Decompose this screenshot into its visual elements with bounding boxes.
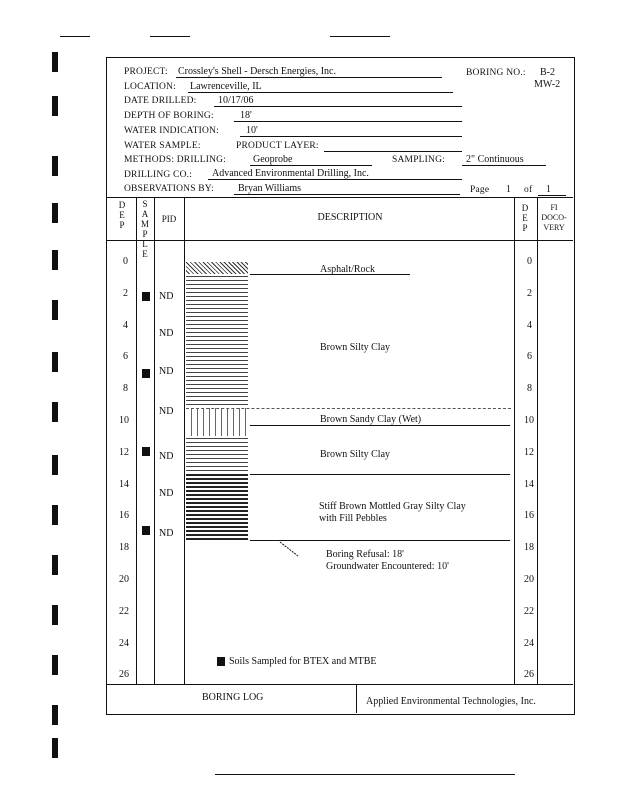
table-header-border <box>106 240 573 241</box>
depth-value: 18' <box>240 110 252 121</box>
depth-mark: 2 <box>123 287 128 299</box>
depth-mark: 18 <box>524 542 534 554</box>
depth-mark: 2 <box>527 287 532 299</box>
depth-mark: 4 <box>123 319 128 331</box>
depth-mark: 12 <box>524 446 534 458</box>
of-label: of <box>524 185 533 195</box>
depth-mark: 18 <box>119 542 129 554</box>
refusal-note: Boring Refusal: 18' <box>326 549 404 560</box>
binder-mark <box>52 96 58 116</box>
layer-description: Asphalt/Rock <box>320 264 375 275</box>
depth-mark: 20 <box>119 574 129 585</box>
depth-label: DEPTH OF BORING: <box>124 111 214 121</box>
field-underline <box>240 136 462 137</box>
date-label: DATE DRILLED: <box>124 96 197 106</box>
groundwater-note: Groundwater Encountered: 10' <box>326 561 449 572</box>
sampling-value: 2" Continuous <box>466 154 524 165</box>
depth-mark: 12 <box>119 446 129 458</box>
binder-mark <box>52 738 58 758</box>
refusal-pointer-icon <box>278 540 302 560</box>
pid-reading: ND <box>159 328 174 339</box>
table-top-border <box>106 197 573 198</box>
project-value: Crossley's Shell - Dersch Energies, Inc. <box>178 66 336 77</box>
depth-mark: 6 <box>527 351 532 363</box>
water-label: WATER INDICATION: <box>124 126 219 136</box>
binder-mark <box>52 203 58 223</box>
pid-reading: ND <box>159 488 174 499</box>
depth-mark: 22 <box>119 605 129 617</box>
boring-no-label: BORING NO.: <box>466 68 526 78</box>
observations-value: Bryan Williams <box>238 183 302 194</box>
depth-mark: 24 <box>119 637 129 649</box>
field-underline <box>250 165 372 166</box>
page-value: 1 <box>506 184 511 195</box>
depth-mark: 14 <box>119 478 129 490</box>
depth-mark: 8 <box>123 383 128 395</box>
page-label: Page <box>470 185 490 195</box>
layer-description: Brown Silty Clay <box>320 449 391 460</box>
layer-description: Stiff Brown Mottled Gray Silty Clay <box>319 501 466 512</box>
depth-mark: 0 <box>123 256 128 267</box>
sample-marker <box>142 447 150 456</box>
depth-mark: 0 <box>527 256 532 267</box>
sample-marker <box>142 526 150 535</box>
project-label: PROJECT: <box>124 67 168 77</box>
water-level-line <box>186 408 511 409</box>
pid-column-header: PID <box>161 214 177 224</box>
field-underline <box>324 151 462 152</box>
description-column-header: DESCRIPTION <box>317 212 383 223</box>
pid-reading: ND <box>159 291 174 302</box>
legend-text: Soils Sampled for BTEX and MTBE <box>229 656 377 667</box>
field-underline <box>538 195 566 196</box>
scan-dash <box>330 36 390 37</box>
product-layer-label: PRODUCT LAYER: <box>236 141 319 151</box>
layer-description: Brown Sandy Clay (Wet) <box>320 414 422 425</box>
scan-dash <box>60 36 90 37</box>
pid-reading: ND <box>159 528 174 539</box>
column-divider <box>154 197 155 684</box>
depth-mark: 10 <box>119 415 129 426</box>
lithology-asphalt <box>186 262 248 274</box>
field-underline <box>188 92 453 93</box>
footer-divider <box>356 684 357 713</box>
table-bottom-border <box>106 684 573 685</box>
lithology-silty-clay <box>186 436 248 474</box>
binder-mark <box>52 52 58 72</box>
binder-mark <box>52 300 58 320</box>
field-underline <box>176 77 442 78</box>
location-value: Lawrenceville, IL <box>190 81 262 92</box>
field-underline <box>214 106 462 107</box>
water-value: 10' <box>246 125 258 136</box>
field-underline <box>234 194 460 195</box>
depth-mark: 26 <box>119 669 129 681</box>
binder-mark <box>52 505 58 525</box>
sample-column-header: S A M P L E <box>140 199 149 259</box>
sample-marker <box>142 292 150 301</box>
depth-column-header: D E P <box>118 200 126 230</box>
lithology-sandy-clay <box>186 408 248 436</box>
field-underline <box>462 165 546 166</box>
depth-mark: 4 <box>527 319 532 331</box>
field-underline <box>234 121 462 122</box>
sampling-label: SAMPLING: <box>392 155 446 165</box>
column-divider <box>184 197 185 684</box>
binder-mark <box>52 605 58 625</box>
pid-reading: ND <box>159 366 174 377</box>
footer-company: Applied Environmental Technologies, Inc. <box>366 696 536 707</box>
binder-mark <box>52 705 58 725</box>
sample-marker <box>142 369 150 378</box>
of-value: 1 <box>546 184 551 195</box>
pid-reading: ND <box>159 451 174 462</box>
layer-description: Brown Silty Clay <box>320 342 391 353</box>
completion-column-header: FI DOCO- VERY <box>541 203 567 232</box>
binder-mark <box>52 402 58 422</box>
observations-label: OBSERVATIONS BY: <box>124 184 214 194</box>
boring-no-value: B-2 <box>540 67 555 78</box>
methods-label: METHODS: DRILLING: <box>124 155 227 165</box>
layer-boundary <box>250 425 510 426</box>
field-underline <box>208 179 462 180</box>
drilling-co-label: DRILLING CO.: <box>124 170 193 180</box>
depth-mark: 14 <box>524 478 534 490</box>
lithology-mottled-clay <box>186 474 248 540</box>
depth-mark: 16 <box>524 510 534 522</box>
methods-value: Geoprobe <box>253 154 293 165</box>
binder-mark <box>52 352 58 372</box>
depth-mark: 6 <box>123 351 128 363</box>
column-divider <box>514 197 515 684</box>
footer-title: BORING LOG <box>202 692 264 703</box>
column-divider <box>136 197 137 684</box>
binder-mark <box>52 655 58 675</box>
date-value: 10/17/06 <box>218 95 254 106</box>
water-sample-label: WATER SAMPLE: <box>124 141 201 151</box>
well-id: MW-2 <box>534 79 561 90</box>
depth-mark: 8 <box>527 383 532 395</box>
depth-mark: 10 <box>524 415 534 426</box>
column-divider <box>537 197 538 684</box>
binder-mark <box>52 455 58 475</box>
depth-mark: 20 <box>524 574 534 585</box>
drilling-co-value: Advanced Environmental Drilling, Inc. <box>212 168 369 179</box>
binder-mark <box>52 555 58 575</box>
pid-reading: ND <box>159 406 174 417</box>
binder-mark <box>52 156 58 176</box>
legend-marker <box>217 657 225 666</box>
binder-mark <box>52 250 58 270</box>
layer-boundary <box>250 474 510 475</box>
lithology-silty-clay <box>186 274 248 408</box>
depth-mark: 16 <box>119 510 129 522</box>
depth-right-column-header: D E P <box>521 203 529 233</box>
depth-mark: 26 <box>524 669 534 681</box>
scan-dash <box>150 36 190 37</box>
depth-mark: 22 <box>524 605 534 617</box>
scan-dash <box>215 774 515 775</box>
location-label: LOCATION: <box>124 82 176 92</box>
depth-mark: 24 <box>524 637 534 649</box>
layer-description: with Fill Pebbles <box>319 513 387 524</box>
